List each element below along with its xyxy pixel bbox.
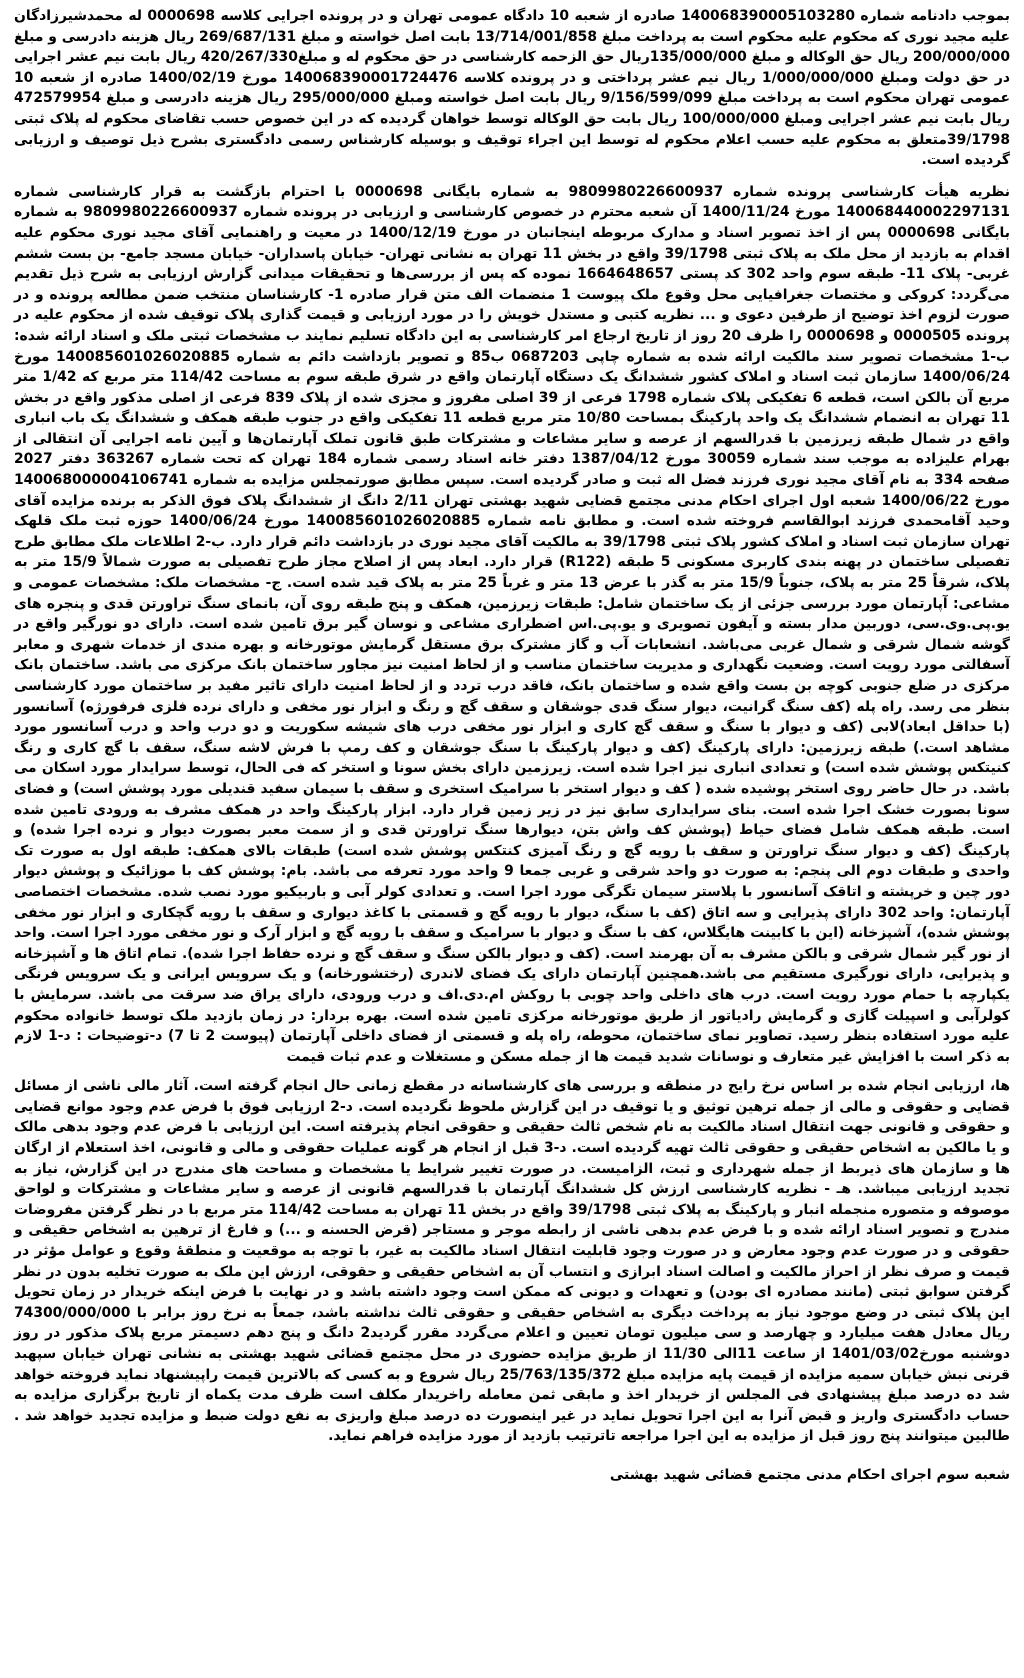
expert-opinion-paragraph: نظریه هیأت کارشناسی پرونده شماره 9809980226600937 به شماره بایگانی 0000698 با احترام بازگشت به قرار کارشناسی شماره 140068440002297131 مورخ 1400/11/24 آن شعبه محترم در خصوص کارشناسی و ارزیابی در پرونده شماره 9809980226600937 به شماره بایگانی 0000698 پس از اخذ تصویر اسناد و مدارک مربوطه اینجانبان در مورخ 1400/12/19 در معیت و راهنمایی آقای مجید نوری محکوم علیه اقدام به بازدید از محل ملک به پلاک ثبتی 39/1798 واقع در بخش 11 تهران به نشانی تهران- خیابان پاسداران- خیابان مسجد جامع- بن بست ششم غربی- پلاک 11- طبقه سوم واحد 302 کد پستی 1664648657 نموده که پس از بررسی‌ها و تحقیقات میدانی گزارش ارزیابی به شرح ذیل تقدیم می‌گردد: کروکی و مختصات جغرافیایی محل وقوع ملک پیوست 1 منضمات الف متن قرار صادره 1- کارشناسان منتخب ضمن مطالعه پرونده و در صورت لزوم اخذ توضیح از طرفین دعوی و ... نظریه کتبی و مستدل خویش را در مورد ارزیابی و قیمت گذاری پلاک توقیف شده از محکوم علیه در پرونده 0000505 و 0000698 را ظرف 20 روز از تاریخ ارجاع امر کارشناسی به این دادگاه تسلیم نمایند ب مشخصات ثبتی ملک و اسناد ارائه شده: ب-1 مشخصات تصویر سند مالکیت ارائه شده به شماره چاپی 0687203 ب85 و تصویر بازداشت دائم به شماره 140085601026020885 مورخ 1400/06/24 سازمان ثبت اسناد و املاک کشور ششدانگ یک دستگاه آپارتمان واقع در شرق طبقه سوم به مساحت 114/42 متر مربع که 1/42 متر مربع آن بالکن است، قطعه 6 تفکیکی پلاک شماره 1798 فرعی از 39 اصلی مفروز و مجزی شده از پلاک 839 فرعی از اصلی مذکور واقع در بخش 11 تهران به انضمام ششدانگ یک واحد پارکینگ بمساحت 10/80 متر مربع قطعه 11 تفکیکی واقع در جنوب طبقه همکف و ششدانگ یک باب انباری واقع در شمال طبقه زیرزمین با قدرالسهم از عرصه و سایر مشاعات و مشترکات طبق قانون تملک آپارتمان‌ها و آیین نامه اجرایی آن انتقالی از بهرام علیزاده به موجب سند شماره 30059 مورخ 1387/04/12 دفتر خانه اسناد رسمی شماره 184 تهران که تحت شماره 363267 دفتر 2027 صفحه 334 به نام آقای مجید نوری فرزند فضل اله ثبت و صادر گردیده است. سپس مطابق صورتمجلس مزایده به شماره 140068000004106741 مورخ 1400/06/22 شعبه اول اجرای احکام مدنی مجتمع قضایی شهید بهشتی تهران 2/11 دانگ از ششدانگ پلاک فوق الذکر به برنده مزایده آقای وحید آقامحمدی فرزند ابوالقاسم فروخته شده است. و مطابق نامه شماره 140085601026020885 مورخ 1400/06/24 حوزه ثبت ملک قلهک تهران سازمان ثبت اسناد و املاک کشور پلاک ثبتی 39/1798 به مالکیت آقای مجید نوری در بازداشت دائم قرار دارد. ب-2 اطلاعات ملک مطابق طرح تفصیلی ساختمان در پهنه بندی کاربری مسکونی 5 طبقه (R122) قرار دارد. ابعاد پس از اصلاح مجاز طرح تفصیلی به صورت شمالاً 15/9 متر به پلاک، شرقاً 25 متر به پلاک، جنوباً 15/9 متر به گذر با عرض 13 متر و غرباً 25 متر به پلاک قید شده است. ج- مشخصات ملک: مشخصات عمومی و مشاعی: آپارتمان مورد بررسی جزئی از یک ساختمان شامل: طبقات زیرزمین، همکف و پنج طبقه روی آن، بانمای سنگ تراورتن قدی و پنجره های یو.پی.وی.سی، دوربین مدار بسته و آیفون تصویری و یو.پی.اس اضطراری مشاعی و نوسان گیر برق تامین شده است. دارای دو نورگیر واقع در گوشه شمال شرقی و شمال غربی می‌باشد. انشعابات آب و گاز مشترک برق مستقل گرمایش موتورخانه و بهره مندی از خدمات شهری و معابر آسفالتی مورد رویت است. وضعیت نگهداری و مدیریت ساختمان مناسب و از لحاظ امنیت نیز مجاور ساختمان بانک مرکزی می باشد. ساختمان بانک مرکزی در ضلع جنوبی کوچه بن بست واقع شده و ساختمان بانک، فاقد درب تردد و از لحاظ امنیت دارای تاثیر مفید بر ساختمان مورد کارشناسی بنظر می رسد. راه پله (کف سنگ گرانیت، دیوار سنگ قدی جوشقان و سقف گچ و رنگ و ابزار نور مخفی و دارای نرده فلزی فرفورژه) آسانسور (با حداقل ابعاد)لابی (کف و دیوار با سنگ و سقف گچ کاری و ابزار نور مخفی درب های شیشه سکوریت و دو درب واحد و درب آسانسور مورد مشاهد است.) طبقه زیرزمین: دارای پارکینگ (کف و دیوار پارکینگ با سنگ جوشقان و کف رمپ با فرش لاشه سنگ، سقف با گچ کاری و رنگ کنیتکس پوشش شده است) و تعدادی انباری نیز اجرا شده است. زیرزمین دارای بخش سونا و استخر که فی الحال، توسط سرایدار مورد اسکان می باشد. در حال حاضر روی استخر پوشیده شده ( کف و دیوار استخر با سرامیک استخری و سقف با سیمان سفید قندیلی مورد پوشش است) و فضای سونا بصورت خشک اجرا شده است. بنای سرایداری سابق نیز در زیر زمین قرار دارد. ابزار پارکینگ واحد در همکف مشرف به ورودی تامین شده است. طبقه همکف شامل فضای حیاط (پوشش کف واش بتن، دیوارها سنگ تراورتن قدی و از سمت معبر بصورت دیوار و نرده اجرا شده) و پارکینگ (کف و دیوار سنگ تراورتن و سقف با رویه گچ و رنگ آمیزی کنتکس پوشش شده است) طبقات بالای همکف: طبقه اول به صورت تک واحدی و طبقات دوم الی پنجم: به صورت دو واحد شرقی و غربی جمعا 9 واحد مورد تعرفه می باشد. بام: پوشش کف با موزائیک و پوشش دیوار دور چین و خرپشته و اتاقک آسانسور با پلاستر سیمان تگرگی مورد اجرا است. و تعدادی کولر آبی و باربیکیو مورد نصب شده. مشخصات اختصاصی آپارتمان: واحد 302 دارای پذیرایی و سه اتاق (کف با سنگ، دیوار با رویه گچ و قسمتی با کاغذ دیواری و سقف با رویه گچکاری و ابزار نور مخفی پوشش شده)، آشپزخانه (این با کابینت هایگلاس، کف با سنگ و دیوار با سرامیک و سقف با رویه گچ و ابزار آرک و نور مخفی مورد اجرا است. واحد از نور گیر شمال شرقی و بالکن مشرف به آن بهرمند است. (کف و دیوار بالکن سنگ و سقف گچ و نرده حفاظ اجرا شده). تمام اتاق ها و آشپزخانه و پذیرایی، دارای نورگیری مستقیم می باشد.همچنین آپارتمان دارای یک فضای لاندری (رختشورخانه) و یک سرویس ایرانی و یک سرویس فرنگی یکپارچه با حمام مورد رویت است. درب های داخلی واحد چوبی با روکش ام.دی.اف و درب ورودی، دارای یراق ضد سرقت می باشد. سرمایش با کولرآبی و اسپیلت گازی و گرمایش رادیاتور از طریق موتورخانه مرکزی تامین شده است. بهره بردار: در زمان بازدید ملک توسط خانواده محکوم علیه مورد استفاده بنظر رسید. تصاویر نمای ساختمان، محوطه، راه پله و قسمتی از فضای داخلی آپارتمان (پیوست 2 تا 7) د-توضیحات : د-1 لازم به ذکر است با افزایش غیر متعارف و نوسانات شدید قیمت ها از جمله مسکن و مستغلات و عدم ثبات قیمت bbox=[14, 183, 1011, 1065]
paragraph-spacer bbox=[14, 1067, 1010, 1076]
paragraph-spacer bbox=[14, 1447, 1010, 1465]
verdict-paragraph: بموجب دادنامه شماره 140068390005103280 صادره از شعبه 10 دادگاه عمومی تهران و در پرونده اجرایی کلاسه 0000698 له محمدشیرزادگان علیه مجید نوری که محکوم علیه محکوم است به پرداخت مبلغ 13/714/001/858 بابت اصل خواسته و مبلغ 269/687/131 ریال هزینه دادرسی و مبلغ 200/000/000 ریال حق الوکاله و مبلغ 135/000/000ریال حق الزحمه کارشناسی در حق محکوم له و مبلغ420/267/330 ریال بابت نیم عشر اجرایی در حق دولت ومبلغ 1/000/000/000 ریال نیم عشر پرداختی و در پرونده کلاسه 140068390001724476 مورخ 1400/02/19 صادره از شعبه 10 عمومی تهران محکوم است به پرداخت مبلغ 9/156/599/099 ریال بابت اصل خواسته ومبلغ 295/000/000 ریال هزینه دادرسی و مبلغ 472579954 ریال بابت نیم عشر اجرایی ومبلغ 100/000/000 ریال بابت حق الوکاله توسط خواهان گردیده که در این خصوص حسب تقاضای محکوم له پلاک ثبتی 39/1798متعلق به محکوم علیه حسب اعلام محکوم له توسط این اجراء توقیف و بوسیله کارشناس رسمی دادگستری بشرح ذیل توصیف و ارزیابی گردیده است. bbox=[14, 8, 1011, 169]
paragraph-spacer bbox=[14, 171, 1010, 182]
issuing-office-signature: شعبه سوم اجرای احکام مدنی مجتمع قضائی شهید بهشتی bbox=[609, 1466, 1010, 1483]
valuation-and-auction-paragraph: ها، ارزیابی انجام شده بر اساس نرخ رایج در منطقه و بررسی های کارشناسانه در مقطع زمانی حال انجام گرفته است. آثار مالی ناشی از مسائل قضایی و حقوقی و مالی از جمله ترهین توثیق و یا توقیف در این گزارش ملحوظ نگردیده است. د-2 ارزیابی فوق با فرض عدم وجود موانع قضایی و حقوقی و قانونی جهت انتقال اسناد مالکیت به نام شخص ثالث حقیقی و حقوقی انجام پذیرفته است. این ارزیابی با فرض عدم وجود بدهی مالک و یا مالکین به اشخاص حقیقی و حقوقی ثالث تهیه گردیده است. د-3 قبل از انجام هر گونه عملیات حقوقی و مالی و قانونی، اخذ استعلام از ارگان ها و سازمان های ذیربط از جمله شهرداری و ثبت، الزامیست. در صورت تغییر شرایط یا مشخصات و مساحت های مندرج در این گزارش، نیاز به تجدید ارزیابی میباشد. هـ - نظریه کارشناسی ارزش کل ششدانگ آپارتمان با قدرالسهم قانونی از عرصه و سایر مشاعات و مشترکات و لواحق موصوفه و متصوره منجمله انبار و پارکینگ به پلاک ثبتی 39/1798 واقع در بخش 11 تهران به مساحت 114/42 متر مربع با در نظر گرفتن مفروضات مندرج و تصویر اسناد ارائه شده و با فرض عدم بدهی ناشی از رابطه موجر و مستاجر (قرض الحسنه و ...) و فارغ از ترهین به اشخاص حقیقی و حقوقی و در صورت عدم وجود معارض و در صورت وجود قابلیت انتقال اسناد مالکیت به غیر، با توجه به موقعیت و منطقۀ وقوع و عوامل مؤثر در قیمت و صرف نظر از احراز مالکیت و اصالت اسناد ابرازی و انتساب آن به اشخاص حقیقی و حقوقی، ارزش این ملک به صورت تخلیه بدون در نظر گرفتن سوابق ثبتی (مانند مصادره ای بودن) و تعهدات و دیونی که ممکن است وجود داشته باشد و در نهایت با فرض اینکه خریدار در زمان تحویل این پلاک ثبتی در وضع موجود نیاز به پرداخت دیگری به اشخاص حقیقی و حقوقی ثالث نداشته باشد، جمعاً به نرخ روز برابر با 74300/000/000 ریال معادل هفت میلیارد و چهارصد و سی میلیون تومان تعیین و اعلام می‌گردد مقرر گردید2 دانگ و پنج دهم دسیمتر مربع پلاک مذکور در روز دوشنبه مورخ1401/03/02 از ساعت 11الی 11/30 از طریق مزایده حضوری در محل مجتمع قضائی شهید بهشتی به نشانی تهران خیابان سپهبد قرنی نبش خیابان سمیه مزایده از قیمت پایه مزایده مبلغ 25/763/135/372 ریال شروع و به کسی که بالاترین قیمت راپیشنهاد نماید فروخته خواهد شد ده درصد مبلغ پیشنهادی فی المجلس از خریدار اخذ و مابقی ثمن معامله راخریدار مکلف است ظرف مدت یکماه از تاریخ برگزاری مزایده به حساب دادگستری واریز و قبض آنرا به این اجرا تحویل نماید در غیر اینصورت ده درصد مبلغ واریزی به نفع دولت ضبط و مزایده تجدید خواهد شد . طالبین میتوانند پنج روز قبل از مزایده به این اجرا مراجعه تاترتیب بازدید از مورد مزایده فراهم نماید. bbox=[14, 1078, 1011, 1445]
